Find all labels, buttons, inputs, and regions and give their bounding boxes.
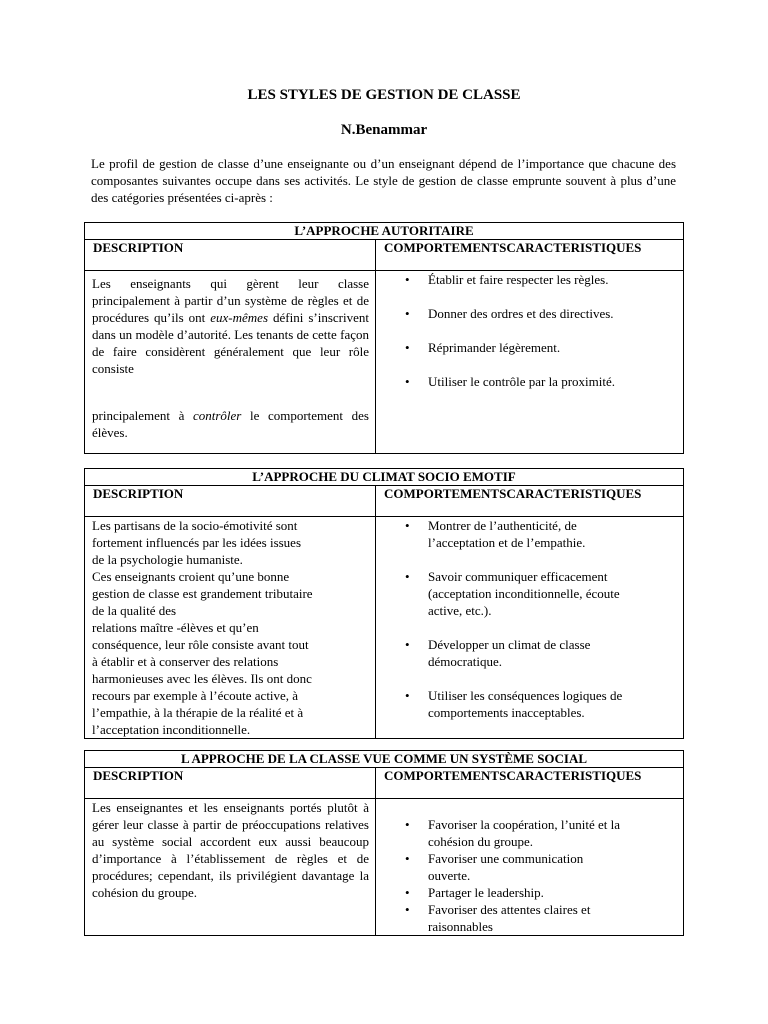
list-item: • Réprimander légèrement. <box>405 340 561 355</box>
description-line: recours par exemple à l’écoute active, à <box>92 688 299 703</box>
list-item: • Favoriser une communication ouverte. <box>405 851 584 883</box>
bullet-icon: • <box>405 637 410 652</box>
description-cell: Les enseignantes et les enseignants portés plutôt à gérer leur classe à partir de préoccupations relatives au système social accordent eux aussi beaucoup d’importance à l’établissement de règles et de procédures; cependant, ils privilégient davantage la cohésion du groupe. <box>85 799 376 936</box>
description-line: harmonieuses avec les élèves. Ils ont donc <box>92 671 312 686</box>
intro-paragraph: Le profil de gestion de classe d’une enseignante ou d’un enseignant dépend de l’importance que chacune des composantes suivantes occupe dans ses activités. Le style de gestion de classe emprunte souvent à plus d’une des catégories présentées ci-après : <box>91 156 676 205</box>
description-line: Les partisans de la socio-émotivité sont <box>92 518 298 533</box>
bullet-icon: • <box>405 688 410 703</box>
section-climat-socio-emotif-table <box>84 468 684 739</box>
description-header: DESCRIPTION <box>85 240 376 271</box>
description-emphasis: contrôler <box>192 408 242 423</box>
section-autoritaire-table <box>84 222 684 454</box>
section-title: L’APPROCHE DU CLIMAT SOCIO EMOTIF <box>85 469 684 486</box>
page-title: LES STYLES DE GESTION DE CLASSE <box>247 87 521 103</box>
comportements-header: COMPORTEMENTSCARACTERISTIQUES <box>376 486 684 517</box>
bullet-icon: • <box>405 306 410 321</box>
bullet-icon: • <box>405 885 410 900</box>
list-item: • Utiliser les conséquences logiques de comportements inacceptables. <box>405 688 623 720</box>
description-line: l’acceptation inconditionnelle. <box>92 722 251 737</box>
description-text: défini s’inscrivent dans un modèle d’autorité. Les tenants de cette façon de faire considèrent généralement que leur rôle consiste <box>92 310 369 376</box>
section-title: L APPROCHE DE LA CLASSE VUE COMME UN SYSTÈME SOCIAL <box>85 751 684 768</box>
author-name: N.Benammar <box>340 122 428 138</box>
bullet-icon: • <box>405 902 410 917</box>
description-text: principalement à <box>92 408 193 423</box>
description-cell <box>85 517 376 739</box>
list-item: • Établir et faire respecter les règles. <box>405 272 609 287</box>
description-line: Ces enseignants croient qu’une bonne <box>92 569 290 584</box>
description-line: relations maître -élèves et qu’en <box>92 620 259 635</box>
description-header: DESCRIPTION <box>85 768 376 799</box>
description-text: le comportement des élèves. <box>92 408 369 440</box>
description-line: gestion de classe est grandement tributaire <box>92 586 313 601</box>
comportements-cell <box>376 799 684 936</box>
description-line: fortement influencés par les idées issues <box>92 535 302 550</box>
bullet-icon: • <box>405 518 410 533</box>
list-item: • Favoriser des attentes claires et raisonnables <box>405 902 591 934</box>
section-systeme-social-table <box>84 750 684 936</box>
description-line: de la psychologie humaniste. <box>92 552 243 567</box>
bullet-icon: • <box>405 817 410 832</box>
bullet-icon: • <box>405 374 410 389</box>
description-line: à établir et à conserver des relations <box>92 654 279 669</box>
description-header: DESCRIPTION <box>85 486 376 517</box>
bullet-icon: • <box>405 340 410 355</box>
list-item: • Partager le leadership. <box>405 885 544 900</box>
bullet-icon: • <box>405 851 410 866</box>
comportements-header: COMPORTEMENTSCARACTERISTIQUES <box>376 240 684 271</box>
list-item: • Savoir communiquer efficacement (acceptation inconditionnelle, écoute active, etc.). <box>405 569 620 618</box>
section-title: L’APPROCHE AUTORITAIRE <box>85 223 684 240</box>
bullet-icon: • <box>405 569 410 584</box>
description-line: de la qualité des <box>92 603 177 618</box>
description-emphasis: eux-mêmes <box>210 310 269 325</box>
comportements-header: COMPORTEMENTSCARACTERISTIQUES <box>376 768 684 799</box>
list-item: • Donner des ordres et des directives. <box>405 306 614 321</box>
comportements-cell <box>376 271 684 454</box>
description-line: conséquence, leur rôle consiste avant tout <box>92 637 309 652</box>
description-cell <box>85 271 376 454</box>
list-item: • Favoriser la coopération, l’unité et la cohésion du groupe. <box>405 817 621 849</box>
list-item: • Utiliser le contrôle par la proximité. <box>405 374 615 389</box>
description-text: Les enseignants qui gèrent leur classe principalement à partir d’un système de règles et de procédures qu’ils ont <box>92 276 369 325</box>
comportements-cell <box>376 517 684 739</box>
description-line: l’empathie, à la thérapie de la réalité et à <box>92 705 304 720</box>
list-item: • Développer un climat de classe démocratique. <box>405 637 591 669</box>
list-item: • Montrer de l’authenticité, de l’acceptation et de l’empathie. <box>405 518 586 550</box>
bullet-icon: • <box>405 272 410 287</box>
